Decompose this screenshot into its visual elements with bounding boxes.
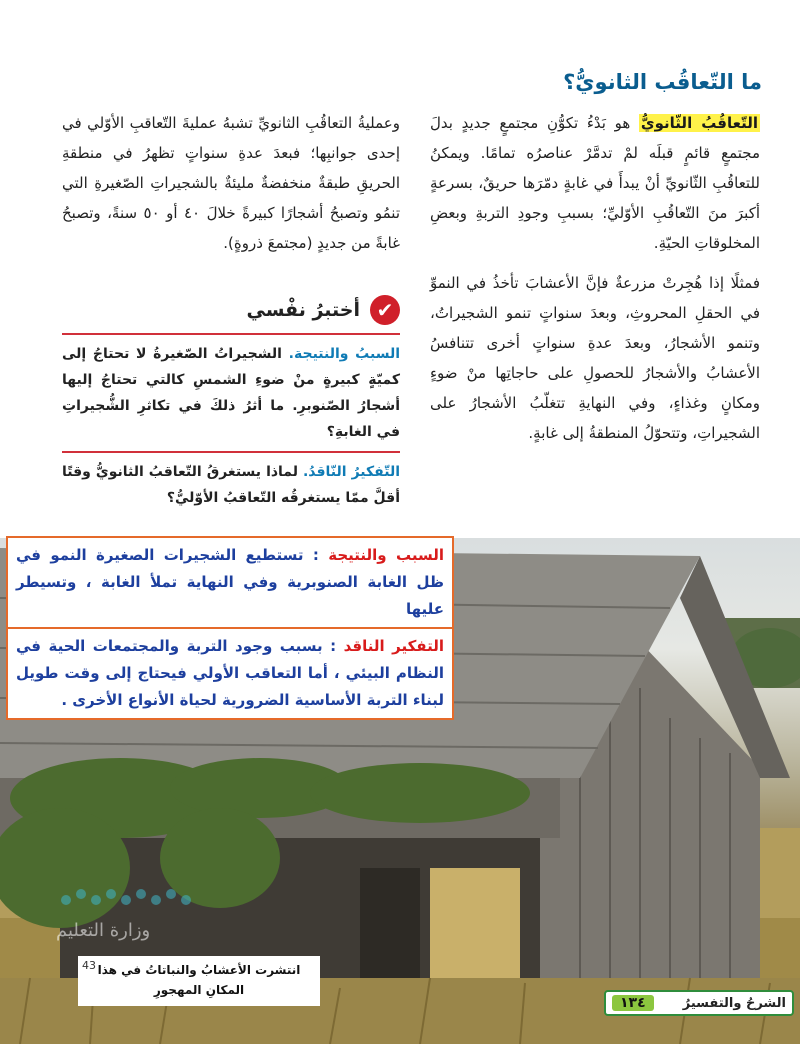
question-label: السببُ والنتيجة. [288,346,401,362]
answer-label: السبب والنتيجة [328,546,444,564]
paragraph-definition [430,108,760,258]
answer-cause-effect [8,538,452,627]
question-critical-thinking [62,451,400,517]
try-yourself-header [60,290,400,330]
watermark-text: وزارة التعليم [56,920,151,941]
caption-line-2: المكانِ المهجورِ [153,983,245,997]
answer-critical-thinking [8,629,452,718]
photo-caption [78,956,320,1006]
question-label: التّفكيرُ النّاقدُ. [302,464,400,480]
definition-text: هو بَدْءُ تكوُّنِ مجتمعٍ جديدٍ بدلَ مجتمعٍ قائمٍ قبلَه لمْ تدمَّرْ عناصرُه تمامًا. ويمكنُ للتعاقُبِ الثّانويِّ أنْ يبدأَ في غابةٍ دمّرَها حريقٌ، بسرعةٍ أكبرَ منَ التّعاقُبِ الأوّليِّ؛ بسببِ وجودِ التربةِ وبعضِ المخلوقاتِ الحيّةِ. [430,114,760,252]
caption-number: 43 [82,959,96,972]
right-column [430,108,760,458]
page-number: ١٣٤ [612,995,654,1011]
question-text: الشجيراتُ الصّغيرةُ لا تحتاجُ إلى كميّةٍ كبيرةٍ منْ ضوءِ الشمسِ كالتي تحتاجُ إليها أشجارُ الصّنوبرِ. ما أثرُ ذلكَ في تكاثرِ الشُّجيراتِ في الغابةِ؟ [62,346,400,440]
answer-box [6,536,454,720]
paragraph-example: فمثلًا إذا هُجِرتْ مزرعةٌ فإنَّ الأعشابَ تأخذُ في النموِّ في الحقلِ المحروثِ، وبعدَ سنواتٍ تنمو الشجيراتُ، وتنمو الأشجارُ، وبعدَ عدةِ سنواتٍ أخرى تتنافسُ الأعشابُ والأشجارُ للحصولِ على حاجاتِها منْ ضوءٍ ومكانٍ وغذاءٍ، وفي النهايةِ تتغلّبُ الأشجارُ على الشجيراتِ، وتتحوّلُ المنطقةُ إلى غابةٍ. [430,274,760,442]
answer-label: التفكير الناقد [343,637,444,655]
caption-line-1: انتشرت الأعشابُ والنباتاتُ في هذا [97,963,301,977]
question-text: لماذا يستغرقُ التّعاقبُ الثانويُّ وقتًا أقلَّ ممّا يستغرقُه التّعاقبُ الأوّليُّ؟ [62,464,400,506]
section-heading: ما التّعاقُب الثانويُّ؟ [563,70,762,94]
footer-section-tab [604,990,794,1016]
answer-text: : بسبب وجود التربة والمجتمعات الحية في النظام البيئي ، أما التعاقب الأولي فيحتاج إلى وقت طويل لبناء التربة الأساسية الضرورية لحياة الأنواع الأخرى . [16,637,444,709]
question-cause-effect [62,333,400,451]
try-yourself-title: أختبرُ نفْسي [246,299,360,321]
ministry-logo-watermark [46,880,216,960]
left-column [62,108,400,268]
paragraph-comparison: وعمليةُ التعاقُبِ الثانويِّ تشبهُ عمليةَ التّعاقبِ الأوّلي في إحدى جوانبِها؛ فبعدَ عدةِ سنواتٍ تظهرُ في منطقةِ الحريقِ طبقةٌ منخفضةٌ مليئةٌ بالشجيراتِ الصّغيرةِ التي تنمُو وتصبحُ أشجارًا كبيرةً خلالَ ٤٠ أو ٥٠ سنةً، وتصبحُ غابةً من جديدٍ (مجتمعَ ذروةٍ). [62,114,400,252]
check-icon: ✔ [370,295,400,325]
highlighted-term: التّعاقُبُ الثّانويُّ [640,114,758,132]
footer-label: الشرحُ والتفسيرُ [682,995,786,1011]
try-yourself-questions [62,333,400,517]
logo-dots-icon [46,880,216,920]
answer-text: : تستطيع الشجيرات الصغيرة النمو في ظل الغابة الصنوبرية وفي النهاية تملأ الغابة ، وتسيطر عليها [16,546,444,618]
